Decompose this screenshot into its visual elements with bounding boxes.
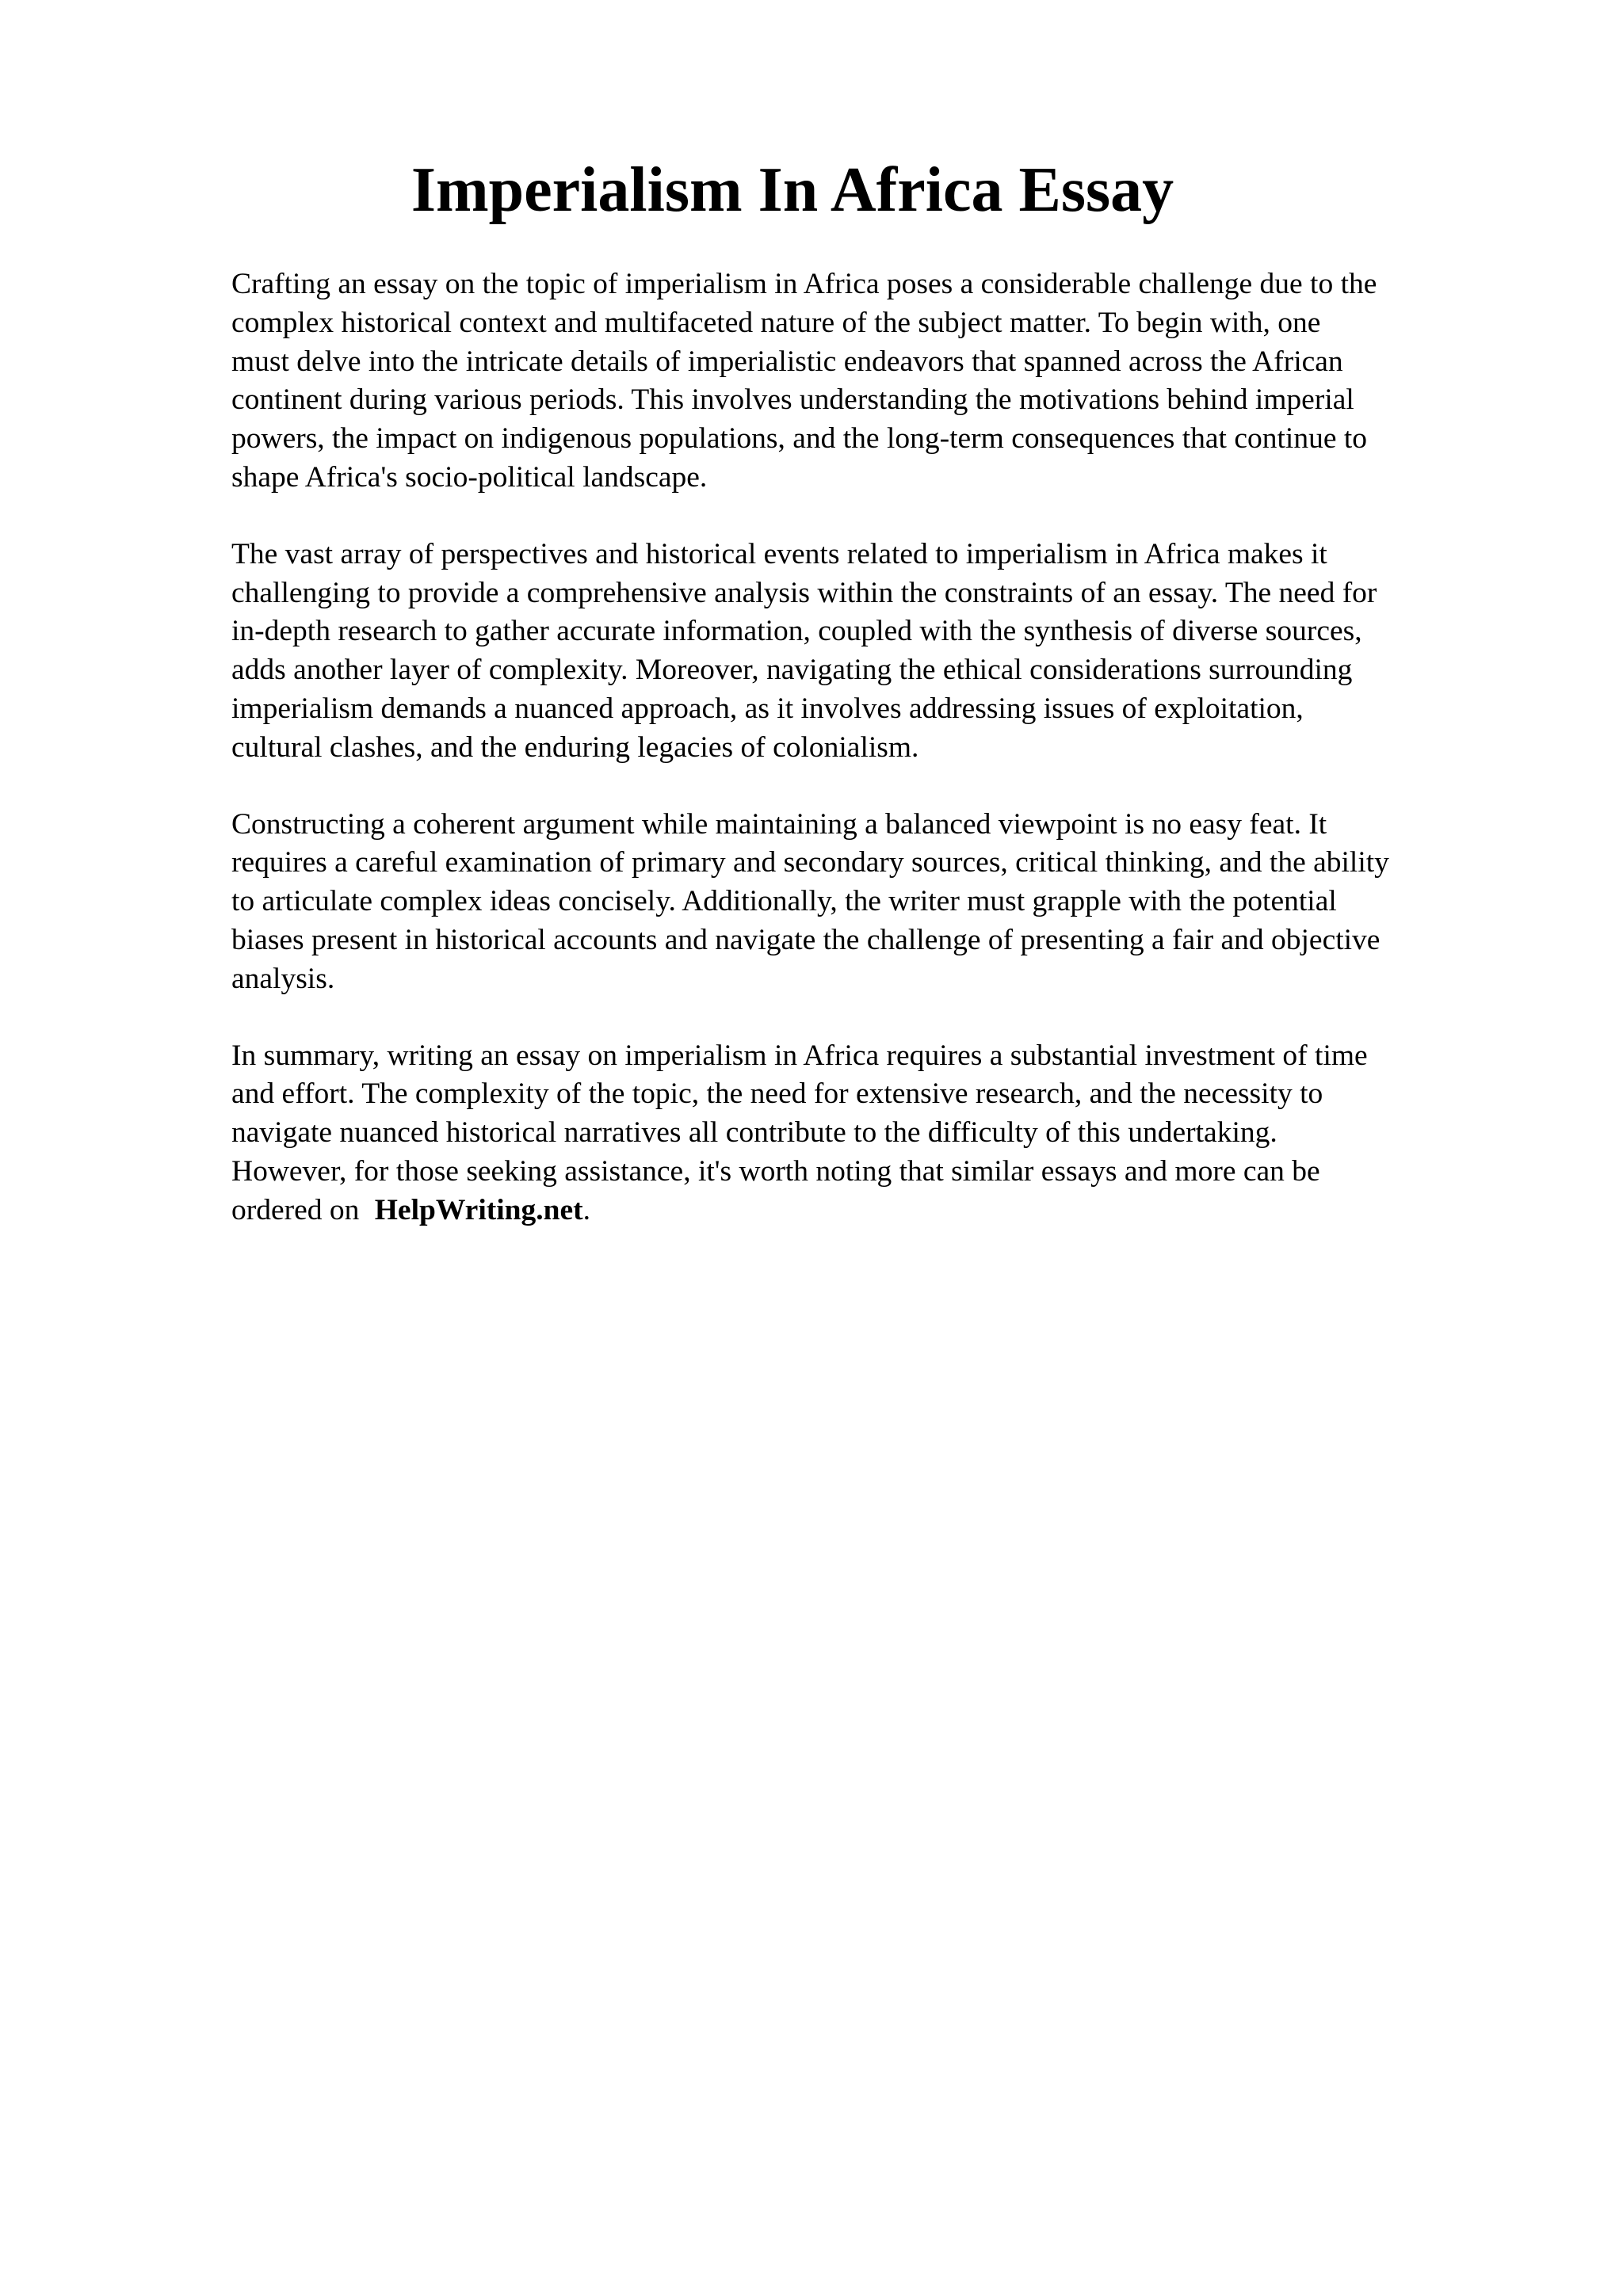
helpwriting-link[interactable]: HelpWriting.net xyxy=(374,1193,583,1226)
paragraph-4-end: . xyxy=(582,1193,590,1226)
paragraph-2: The vast array of perspectives and historical events related to imperialism in Africa makes it challenging to provide a comprehensive analysis within the constraints of an essay. The need for in-depth research to gather accurate information, coupled with the synthesis of diverse sources, adds another layer of complexity. Moreover, navigating the ethical considerations surrounding imperialism demands a nuanced approach, as it involves addressing issues of exploitation, cultural clashes, and the enduring legacies of colonialism. xyxy=(231,537,1377,764)
paragraph-3: Constructing a coherent argument while maintaining a balanced viewpoint is no easy feat. It requires a careful examination of primary and secondary sources, critical thinking, and the ability to articulate complex ideas concisely. Additionally, the writer must grapple with the potential biases present in historical accounts and navigate the challenge of presenting a fair and objective analysis. xyxy=(231,807,1389,995)
essay-body xyxy=(231,265,1515,1268)
paragraph-4-text: In summary, writing an essay on imperialism in Africa requires a substantial investment of time and effort. The complexity of the topic, the need for extensive research, and the necessity to navigate nuanced historical narratives all contribute to the difficulty of this undertaking. However, for those seeking assistance, it's worth noting that similar essays and more can be ordered on xyxy=(231,1039,1368,1226)
page-title: Imperialism In Africa Essay xyxy=(411,155,1174,225)
paragraph-1: Crafting an essay on the topic of imperialism in Africa poses a considerable challenge due to the complex historical context and multifaceted nature of the subject matter. To begin with, one must delve into the intricate details of imperialistic endeavors that spanned across the African continent during various periods. This involves understanding the motivations behind imperial powers, the impact on indigenous populations, and the long-term consequences that continue to shape Africa's socio-political landscape. xyxy=(231,268,1377,494)
paragraph-4 xyxy=(231,1037,1515,1230)
